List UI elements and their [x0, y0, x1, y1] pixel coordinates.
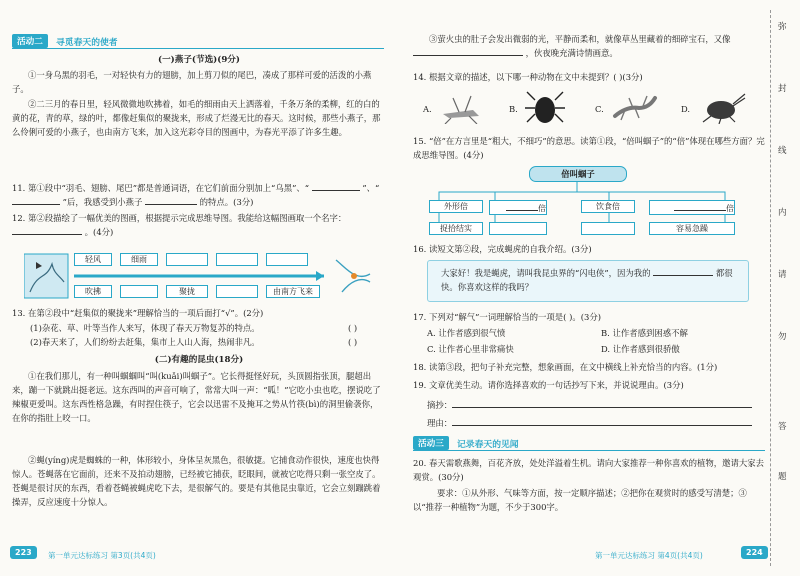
question-11	[12, 181, 384, 209]
q19-excerpt-text: 摘抄：	[427, 400, 453, 410]
p5-text: ③萤火虫的肚子会发出微弱的光，平静而柔和，就像草丛里藏着的细碎宝石，又像	[429, 34, 731, 44]
right-page	[405, 0, 765, 576]
paragraph-2: ②二三月的春日里，轻风微微地吹拂着，如毛的细雨由天上洒落着，千条万条的柔柳，红的白的黄的花，青的草，绿的叶，都像赶集似的聚拢来，形成了烂漫无比的春天。这时候，那些小燕子，那么伶俐可爱的小燕子，也由南方飞来，加入这光彩夺目的图画中，为春光平添了许多生趣。	[12, 99, 381, 137]
side-char-8: 题	[778, 472, 787, 482]
side-char-5: 请	[778, 270, 787, 280]
q14-options	[423, 90, 753, 128]
activity3-underline	[413, 450, 765, 451]
mind-top-3[interactable]	[166, 253, 208, 266]
q11-text-b: ”、“	[362, 183, 380, 193]
q11-text-d: 的特点。(3分)	[199, 197, 254, 207]
intro-line-1: 大家好！我是蝇虎，请叫我昆虫界的“闪电侠”，因为我的	[441, 268, 651, 278]
mindmap-guaiguai	[429, 166, 749, 238]
mind-bottom-1: 吹拂	[74, 285, 112, 298]
mind2-blank-3[interactable]	[489, 222, 547, 235]
q12-text: 12. 第②段描绘了一幅优美的图画，根据提示完成思维导图。我能给这幅图画取一个名字：	[12, 213, 347, 223]
q11-blank-3[interactable]	[145, 195, 197, 205]
mind2-item-2-suffix: 倍	[538, 204, 546, 213]
side-char-6: 勿	[778, 332, 787, 342]
q14-option-d[interactable]: D.	[681, 104, 691, 114]
question-16: 16. 读短文第②段，完成蝇虎的自我介绍。(3分)	[413, 244, 592, 254]
mind-top-1: 轻风	[74, 253, 112, 266]
section2-title: (二)有趣的昆虫(18分)	[154, 355, 244, 365]
q19-excerpt-label	[427, 398, 752, 411]
mind-bottom-2: 聚拢	[166, 285, 208, 298]
mindmap-spring	[24, 252, 374, 302]
question-12	[12, 211, 384, 239]
activity2-badge: 活动二	[12, 34, 48, 48]
mind2-blank-1[interactable]	[506, 201, 538, 211]
q13-option-1: (1)杂花、草、叶等当作人来写，体现了春天万物复苏的特点。	[30, 323, 260, 333]
intro-line-2: 都很快。你喜欢这样的我吗？	[441, 268, 733, 292]
q17-option-b[interactable]: B. 让作者感到困惑不解	[601, 328, 688, 338]
mind2-item-4-suffix: 倍	[726, 204, 734, 213]
question-19: 19. 文章优美生动。请你选择喜欢的一句话抄写下来，并说说理由。(3分)	[413, 380, 684, 390]
q19-reason-text: 理由：	[427, 418, 453, 428]
mind-bottom-3: 由南方飞来	[266, 285, 320, 298]
activity2-underline	[12, 48, 384, 49]
grasshopper-icon	[439, 94, 483, 124]
question-17: 17. 下列对“解气”一词理解恰当的一项是( )。(3分)	[413, 312, 601, 322]
q12-blank[interactable]	[12, 225, 82, 235]
lizard-icon	[611, 92, 659, 124]
q13-paren-1[interactable]: ( )	[348, 323, 358, 333]
q18-blank[interactable]	[413, 46, 523, 56]
question-18: 18. 读第③段，把句子补充完整，想象画面，在文中横线上补充恰当的内容。(1分)	[413, 362, 718, 372]
page-number-right: 224	[741, 546, 768, 559]
q19-excerpt-blank[interactable]	[452, 398, 752, 408]
binding-line	[770, 10, 771, 566]
mind-bottom-blank-1[interactable]	[120, 285, 158, 298]
question-15: 15. “倍”在方言里是“粗大，不细巧”的意思。读第①段，“倍叫蝈子”的“倍”体现在哪些方面？完成思维导图。(4分)	[413, 136, 765, 160]
q11-text: 11. 第①段中“羽毛、翅膀、尾巴”都是普通词语，在它们前面分别加上“乌黑”、“	[12, 183, 310, 193]
q19-reason-blank[interactable]	[452, 416, 752, 426]
q14-option-a[interactable]: A.	[423, 104, 432, 114]
q20-requirements: 要求：①从外形、气味等方面，按一定顺序描述；②把你在观赏时的感受写清楚；③以“推荐一种植物”为题，不少于300字。	[413, 488, 747, 512]
mind2-item-6: 容易急躁	[649, 222, 735, 235]
activity2-title: 寻觅春天的使者	[56, 38, 118, 48]
paragraph-4: ②蝇(yíng)虎是蜘蛛的一种，体形较小，身体呈灰黑色，很敏捷。它捕食动作很快，速度也快得惊人。苍蝇落在它面前，还来不及拍动翅膀，已经被它捕获，眨眼间，就被它吃得只剩一张空皮了。苍蝇是很讨厌的东西，看着苍蝇被蝇虎吃下去，是很解气的。要是有其他昆虫靠近，它会立刻蹦跳着操弄，反应速度十分惊人。	[12, 455, 381, 507]
q11-blank-2[interactable]	[12, 195, 60, 205]
self-intro-text	[441, 266, 741, 294]
paragraph-3: ①在我们那儿，有一种叫蝈蝈叫“叫(kuǎi)叫蝈子”。它长得挺怪好玩，头顶圆指张顶，腿超出来，蹦一下就跳出挺老远。这东西叫的声音可响了，常常大叫一声：“呱！”它吃小虫也吃，摆说吃了辣椒更爱叫。这东西性格急躁，有时捏住筷子，它会以迅雷不及掩耳之势从竹筷(bì)的洞里偷袭你，在你的指肚上咬一口。	[12, 371, 381, 423]
q13-paren-2[interactable]: ( )	[348, 337, 358, 347]
question-13: 13. 在第②段中“赶集似的聚拢来”理解恰当的一项后面打“√”。(2分)	[12, 308, 264, 318]
footer-right: 第一单元达标练习 第4页(共4页)	[595, 551, 703, 560]
q17-option-c[interactable]: C. 让作者心里非常痛快	[427, 344, 514, 354]
intro-blank[interactable]	[653, 266, 713, 276]
page-number-left: 223	[10, 546, 37, 559]
mind2-center: 倍叫蝈子	[529, 166, 627, 182]
mind2-item-3: 饮食倍	[581, 200, 635, 213]
paragraph-5	[413, 32, 765, 60]
q17-option-a[interactable]: A. 让作者感到很气愤	[427, 328, 506, 338]
side-char-7: 答	[778, 422, 787, 432]
mind-top-2: 细雨	[120, 253, 158, 266]
mind2-item-5: 捉拾结实	[429, 222, 483, 235]
q17-option-d[interactable]: D. 让作者感到很骄傲	[601, 344, 680, 354]
q11-text-c: ”后，我感受到小燕子	[62, 197, 143, 207]
mind2-item-4[interactable]	[649, 200, 735, 215]
left-page	[0, 0, 398, 576]
activity3-badge: 活动三	[413, 436, 449, 450]
q11-blank-1[interactable]	[312, 181, 360, 191]
q12-text-b: 。(4分)	[84, 227, 114, 237]
mind2-item-2[interactable]	[489, 200, 547, 215]
mind2-blank-4[interactable]	[581, 222, 635, 235]
footer-left: 第一单元达标练习 第3页(共4页)	[48, 551, 156, 560]
question-20: 20. 春天需歌燕舞，百花齐放，处处洋溢着生机。请向大家推荐一种你喜欢的植物，邀请大家去观赏。(30分)	[413, 458, 764, 482]
side-char-2: 封	[778, 84, 787, 94]
mind2-item-1: 外形倍	[429, 200, 483, 213]
side-char-4: 内	[778, 208, 787, 218]
beetle-icon	[697, 92, 747, 124]
q14-option-c[interactable]: C.	[595, 104, 604, 114]
paragraph-1: ①一身乌黑的羽毛，一对轻快有力的翅膀，加上剪刀似的尾巴，凑成了那样可爱的活泼的小燕子。	[12, 70, 372, 94]
q14-option-b[interactable]: B.	[509, 104, 518, 114]
side-char-1: 弥	[778, 22, 787, 32]
activity3-title: 记录春天的见闻	[457, 440, 519, 450]
q19-reason-label	[427, 416, 752, 429]
mind2-blank-2[interactable]	[674, 201, 726, 211]
q13-option-2: (2)春天来了，人们纷纷去赶集，集市上人山人海，热闹非凡。	[30, 337, 260, 347]
mind-top-4[interactable]	[216, 253, 258, 266]
mind-bottom-blank-2[interactable]	[216, 285, 258, 298]
side-char-3: 线	[778, 146, 787, 156]
cricket-icon	[525, 90, 565, 126]
p5-text-b: ，伙夜晚充满诗情画意。	[525, 48, 618, 58]
question-14: 14. 根据文章的描述，以下哪一种动物在文中未提到？( )(3分)	[413, 72, 643, 82]
mind-top-5[interactable]	[266, 253, 308, 266]
section1-title: (一)燕子(节选)(9分)	[158, 55, 240, 65]
